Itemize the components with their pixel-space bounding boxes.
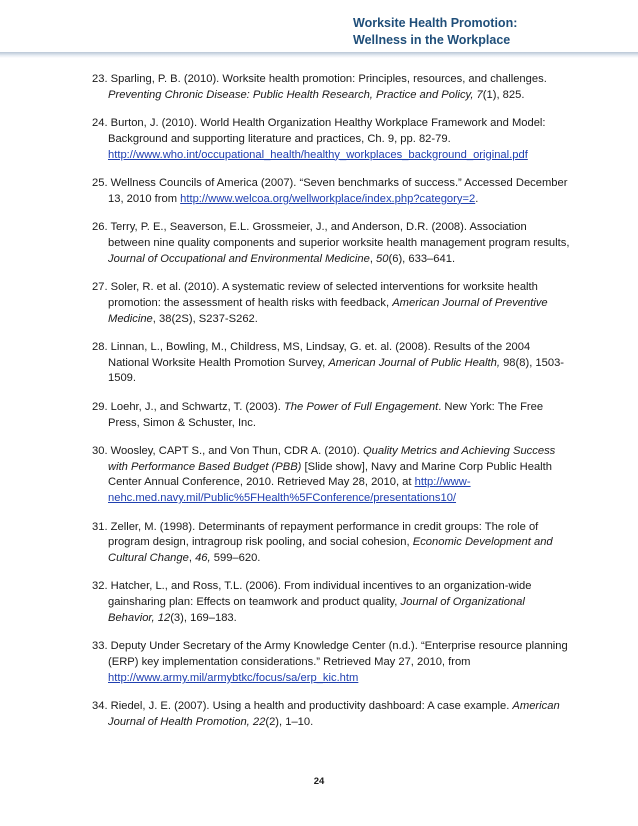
reference-text: Riedel, J. E. (2007). Using a health and productivity dashboard: A case example.	[110, 700, 513, 713]
reference-item	[92, 220, 572, 267]
reference-text: Deputy Under Secretary of the Army Knowledge Center (n.d.). “Enterprise resource planning (ERP) key implementation considerations.” Retrieved May 27, 2010, from	[108, 640, 568, 669]
reference-link[interactable]: http://www-nehc.med.navy.mil/Public%5FHealth%5FConference/presentations10/	[108, 476, 471, 505]
reference-italic-text: The Power of Full Engagement	[283, 400, 439, 413]
reference-text: Terry, P. E., Seaverson, E.L. Grossmeier, J., and Anderson, D.R. (2008). Association between nine quality components and superior worksite health management program results,	[108, 221, 570, 249]
reference-italic-text: 46,	[195, 552, 211, 565]
reference-text: Burton, J. (2010). World Health Organization Healthy Workplace Framework and Model: Background and supporting literature and practices, Ch. 9, pp. 82-79.	[108, 117, 546, 145]
reference-link[interactable]: http://www.welcoa.org/wellworkplace/index.php?category=2	[180, 192, 476, 205]
reference-number: 28.	[92, 340, 108, 353]
reference-item	[92, 444, 572, 507]
header-line-2: Wellness in the Workplace	[353, 33, 511, 47]
page-number: 24	[313, 776, 325, 787]
reference-text: (2), 1–10.	[265, 716, 314, 728]
reference-text: (6), 633–641.	[388, 252, 456, 265]
reference-italic-text: 50	[376, 252, 389, 265]
reference-text: (1), 825.	[482, 88, 525, 101]
reference-number: 31.	[92, 520, 108, 533]
reference-number: 23.	[92, 73, 108, 85]
reference-italic-text: Preventing Chronic Disease: Public Health Research, Practice and Policy, 7	[108, 88, 483, 101]
reference-item	[92, 579, 572, 626]
running-header	[353, 15, 517, 49]
reference-text: Loehr, J., and Schwartz, T. (2003).	[110, 400, 284, 413]
reference-text: Soler, R. et al. (2010). A systematic review of selected interventions for worksite health promotion: the assessment of health risks with feedback,	[108, 280, 538, 309]
reference-text: Zeller, M. (1998). Determinants of repayment performance in credit groups: The role of program design, intragroup risk pooling, and social cohesion,	[108, 520, 539, 549]
reference-text: (3), 169–183.	[170, 612, 237, 625]
reference-text: .	[475, 192, 479, 205]
reference-item	[92, 699, 572, 731]
reference-link[interactable]: http://www.army.mil/armybtkc/focus/sa/erp_kic.htm	[108, 671, 359, 684]
reference-item	[92, 340, 572, 387]
reference-text: Sparling, P. B. (2010). Worksite health promotion: Principles, resources, and challenges.	[110, 73, 547, 85]
reference-text: 98(8), 1503-1509.	[108, 356, 565, 385]
reference-number: 27.	[92, 280, 108, 293]
reference-text: Woosley, CAPT S., and Von Thun, CDR A. (2010).	[110, 444, 363, 457]
reference-number: 26.	[92, 221, 108, 234]
reference-item	[92, 116, 572, 163]
reference-list	[92, 72, 572, 743]
reference-text: 599–620.	[210, 552, 261, 565]
reference-text: ,	[369, 252, 377, 265]
reference-item	[92, 639, 572, 686]
header-divider	[0, 52, 638, 58]
reference-number: 25.	[92, 176, 108, 189]
reference-number: 29.	[92, 400, 108, 413]
reference-italic-text: American Journal of Health Promotion, 22	[108, 700, 560, 728]
reference-item	[92, 72, 572, 104]
reference-item	[92, 280, 572, 327]
reference-italic-text: American Journal of Preventive Medicine	[108, 296, 548, 325]
reference-item	[92, 520, 572, 567]
reference-text: ,	[188, 552, 196, 565]
reference-italic-text: American Journal of Public Health,	[328, 356, 500, 369]
reference-item	[92, 176, 572, 208]
reference-text: [Slide show], Navy and Marine Corp Public Health Center Annual Conference, 2010. Retrieved May 28, 2010, at	[108, 460, 552, 489]
reference-number: 33.	[92, 640, 108, 653]
reference-item	[92, 400, 572, 432]
reference-number: 24.	[92, 117, 108, 130]
reference-text: Linnan, L., Bowling, M., Childress, MS, Lindsay, G. et. al. (2008). Results of the 2004 National Worksite Health Promotion Survey,	[108, 340, 531, 369]
reference-number: 34.	[92, 700, 108, 713]
reference-number: 32.	[92, 580, 108, 593]
reference-italic-text: Economic Development and Cultural Change	[108, 536, 553, 565]
reference-link[interactable]: http://www.who.int/occupational_health/healthy_workplaces_background_original.pdf	[108, 148, 528, 161]
reference-number: 30.	[92, 444, 108, 457]
reference-italic-text: Journal of Organizational Behavior, 12	[108, 596, 525, 625]
reference-italic-text: Quality Metrics and Achieving Success with Performance Based Budget (PBB)	[108, 444, 556, 473]
reference-text: . New York: The Free Press, Simon & Schuster, Inc.	[108, 400, 544, 429]
reference-italic-text: Journal of Occupational and Environmental Medicine	[108, 252, 370, 265]
header-line-1: Worksite Health Promotion:	[353, 16, 518, 30]
reference-text: , 38(2S), S237-S262.	[152, 312, 258, 325]
reference-text: Hatcher, L., and Ross, T.L. (2006). From individual incentives to an organization-wide gainsharing plan: Effects on teamwork and product quality,	[108, 580, 532, 609]
reference-text: Wellness Councils of America (2007). “Seven benchmarks of success.” Accessed December 13, 2010 from	[108, 176, 568, 205]
